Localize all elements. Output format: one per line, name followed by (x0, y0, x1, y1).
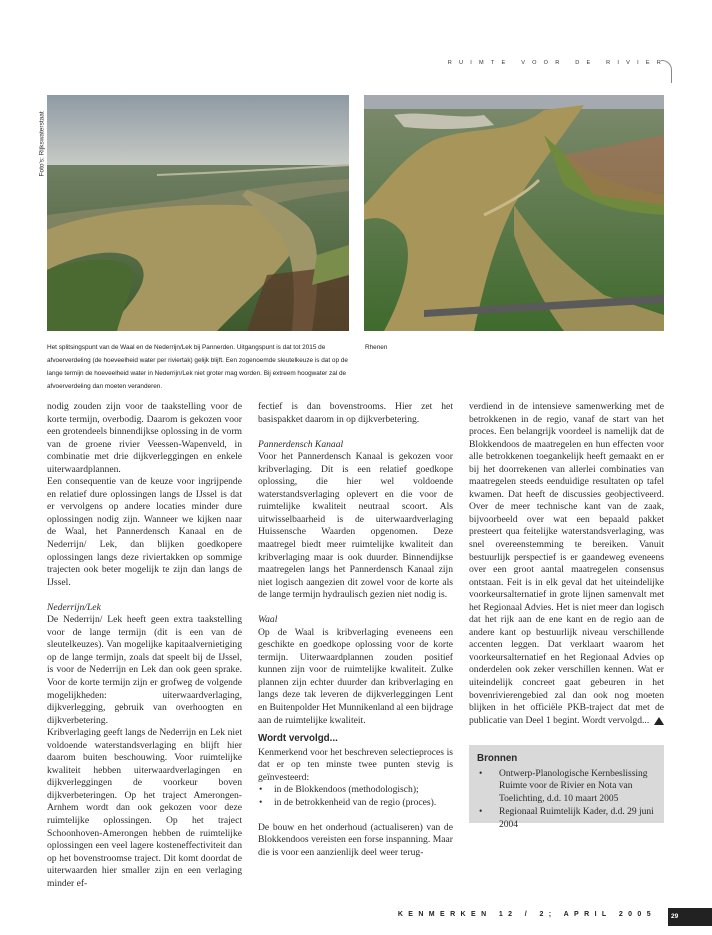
col2-paragraph-2: Voor het Pannerdensch Kanaal is gekozen voor kribverlaging. Dit is een relatief goedkope oplossing, die hier wel voldoende waterstandsverlaging oplevert en die voor de ruimtelijke kwaliteit neutraal scoort. Als uitwisselbaarheid is de uiterwaardverlaging Huissensche Waarden opgenomen. Deze maatregel biedt meer ruimtelijke kwaliteit dan kribverlaging maar is ook duurder. Binnendijkse maatregelen langs het Pannerdensch Kanaal zijn niet logisch aangezien dit zowel voor de korte als de lange termijn hydraulisch gezien niet nodig is. (258, 451, 453, 601)
col3-paragraph-1 (469, 401, 664, 727)
source-item: • Ontwerp-Planologische Kernbeslissing Ruimte voor de Rivier en Nota van Toelichting, d.d. 10 maart 2005 (499, 768, 664, 805)
caption-left: Het splitsingspunt van de Waal en de Nederrijn/Lek bij Pannerden. Uitgangspunt is dat tot 2015 de afvoerverdeling (de hoeveelheid water per riviertak) gelijk blijft. Een zogenoemde sleutelkeuze is dat op de lange termijn de hoeveelheid water in Nederrijn/Lek niet groter mag worden. Bij extreem hoogwater zal de afvoerverdeling dan moeten veranderen. (47, 344, 348, 390)
list-item: • in de Blokkendoos (methodologisch); (274, 784, 453, 797)
sources-title: Bronnen (477, 753, 518, 764)
aerial-photo-rhenen (364, 95, 664, 331)
col1-paragraph-4: Kribverlaging geeft langs de Nederrijn en Lek niet voldoende waterstandsverlaging en blijft hier daarom buiten beschouwing. Voor ruimtelijke kwaliteit hebben uiterwaardverlagingen en dijkverleggingen de voorkeur boven dijkverbeteringen. Op het traject Amerongen-Arnhem wordt dan ook gekozen voor deze ruimtelijke oplossingen. Op het traject Schoonhoven-Amerongen hebben de ruimtelijke oplossingen een veel lagere kosteneffectiviteit dan op het bovenstroomse traject. Dit komt doordat de uiterwaarden hier smaller zijn en een verlaging minder ef- (47, 727, 242, 889)
col1-paragraph-2: Een consequentie van de keuze voor ingrijpende en relatief dure oplossingen langs de IJssel is dat er vervolgens op andere locaties minder dure oplossingen nodig zijn. Wanneer we kijken naar de Waal, het Pannerdensch Kanaal en de Nederrijn/ Lek, dan blijken goedkopere oplossingen langs deze riviertakken op sommige trajecten ook beter mogelijk te zijn dan langs de IJssel. (47, 476, 242, 588)
investment-list (258, 784, 453, 809)
col2-paragraph-5: De bouw en het onderhoud (actualiseren) van de Blokkendoos vereisten een forse inspanning. Maar die is voor een aanzienlijk deel weer terug- (258, 821, 453, 858)
col1-subheading: Nederrijn/Lek (47, 601, 101, 613)
sources-box (469, 745, 664, 830)
aerial-photo-pannerden-image (47, 95, 349, 331)
running-title: RUIMTE VOOR DE RIVIER (447, 60, 668, 66)
aerial-photo-pannerden (47, 95, 349, 331)
page-number-box (668, 908, 712, 926)
photo-credit (36, 95, 46, 175)
article-column-3 (469, 401, 664, 727)
col2-paragraph-1: fectief is dan bovenstrooms. Hier zet het basispakket daarom in op dijkverbetering. (258, 401, 453, 425)
aerial-photo-rhenen-image (364, 95, 664, 331)
article-column-1 (47, 401, 242, 890)
caption-right: Rhenen (365, 344, 388, 351)
col2-subheading-pannerdensch: Pannerdensch Kanaal (258, 438, 344, 450)
col2-subheading-waal: Waal (258, 614, 278, 626)
photo-credit-text: Foto's: Rijkswaterstaat (38, 111, 46, 177)
col2-paragraph-4: Kenmerkend voor het beschreven selectieproces is dat er op ten minste twee punten stevig is geïnvesteerd: (258, 746, 453, 783)
page-number: 29 (671, 913, 679, 920)
col2-paragraph-3: Op de Waal is kribverlaging eveneens een geschikte en goedkope oplossing voor de korte termijn. Uiterwaardplannen zouden positief kunnen zijn voor de ruimtelijke kwaliteit. Zulke plannen zijn echter duurder dan kribverlaging en langs deze tak leveren de dijkverleggingen Lent en Buitenpolder Het Munnikenland al een bijdrage aan de ruimtelijke kwaliteit. (258, 626, 454, 726)
header-corner-decoration (661, 60, 672, 83)
col3-paragraph-1-text: verdiend in de intensieve samenwerking met de betrokkenen in de regio, vanaf de start van het proces. Een belangrijk voordeel is namelijk dat de Blokkendoos de maatregelen en hun effecten voor alle betrokkenen toegankelijk heeft gemaakt en er bij het doorrekenen van allerlei combinaties van maatregelen steeds eenduidige resultaten op tafel kwamen. Dat heeft de discussies geobjectiveerd. Over de meer technische kant van de zaak, bijvoorbeeld over wat een bepaald pakket presteert qua feitelijke waterstandsverlaging, was snel overeenstemming te bereiken. Vanuit bestuurlijk perspectief is er gaandeweg eveneens over een groot aantal maatregelen consensus ontstaan. Feit is in elk geval dat het uiteindelijke voorkeursalternatief in grote lijnen samenvalt met het Regionaal Advies. Het is niet meer dan logisch dat het rijk aan de ene kant en de regio aan de andere kant op bestuurlijk niveau verschillende accenten leggen. Dat verklaart waarom het voorkeursalternatief en het Regionaal Advies op onderdelen ook zeker verschillen kennen. Wat er uiteindelijk concreet gaat gebeuren in het bovenrivierengebied zal dan ook nog moeten blijken in het officiële PKB-traject dat met de publicatie van Deel 1 begint. Wordt vervolgd... (469, 401, 664, 726)
section-heading-wordt-vervolgd: Wordt vervolgd... (258, 733, 338, 745)
list-item: • in de betrokkenheid van de regio (proces). (274, 797, 453, 810)
article-column-2 (258, 401, 453, 860)
end-of-article-triangle-icon (654, 717, 664, 725)
sources-list (477, 768, 664, 831)
footer-issue: KENMERKEN 12 / 2; APRIL 2005 (397, 911, 656, 918)
col1-paragraph-1: nodig zouden zijn voor de taakstelling voor de korte termijn, overbodig. Daarom is gekozen voor een grotendeels binnendijkse oplossing in de vorm van de groene rivier Veessen-Wapenveld, in combinatie met drie dijkverleggingen en enkele uiterwaardplannen. (47, 401, 242, 475)
source-item: • Regionaal Ruimtelijk Kader, d.d. 29 juni 2004 (499, 806, 664, 831)
col1-paragraph-3: De Nederrijn/ Lek heeft geen extra taakstelling voor de lange termijn (dit is een van de sleutelkeuzes). Van mogelijke kapitaalvernietiging op de lange termijn, zoals dat speelt bij de IJssel, is voor de Nederrijn en Lek dan ook geen sprake. Voor de korte termijn zijn er grofweg de volgende mogelijkheden: uiterwaardverlaging, dijkverlegging, gebruik van overhoogten en dijkverbetering. (47, 614, 242, 726)
